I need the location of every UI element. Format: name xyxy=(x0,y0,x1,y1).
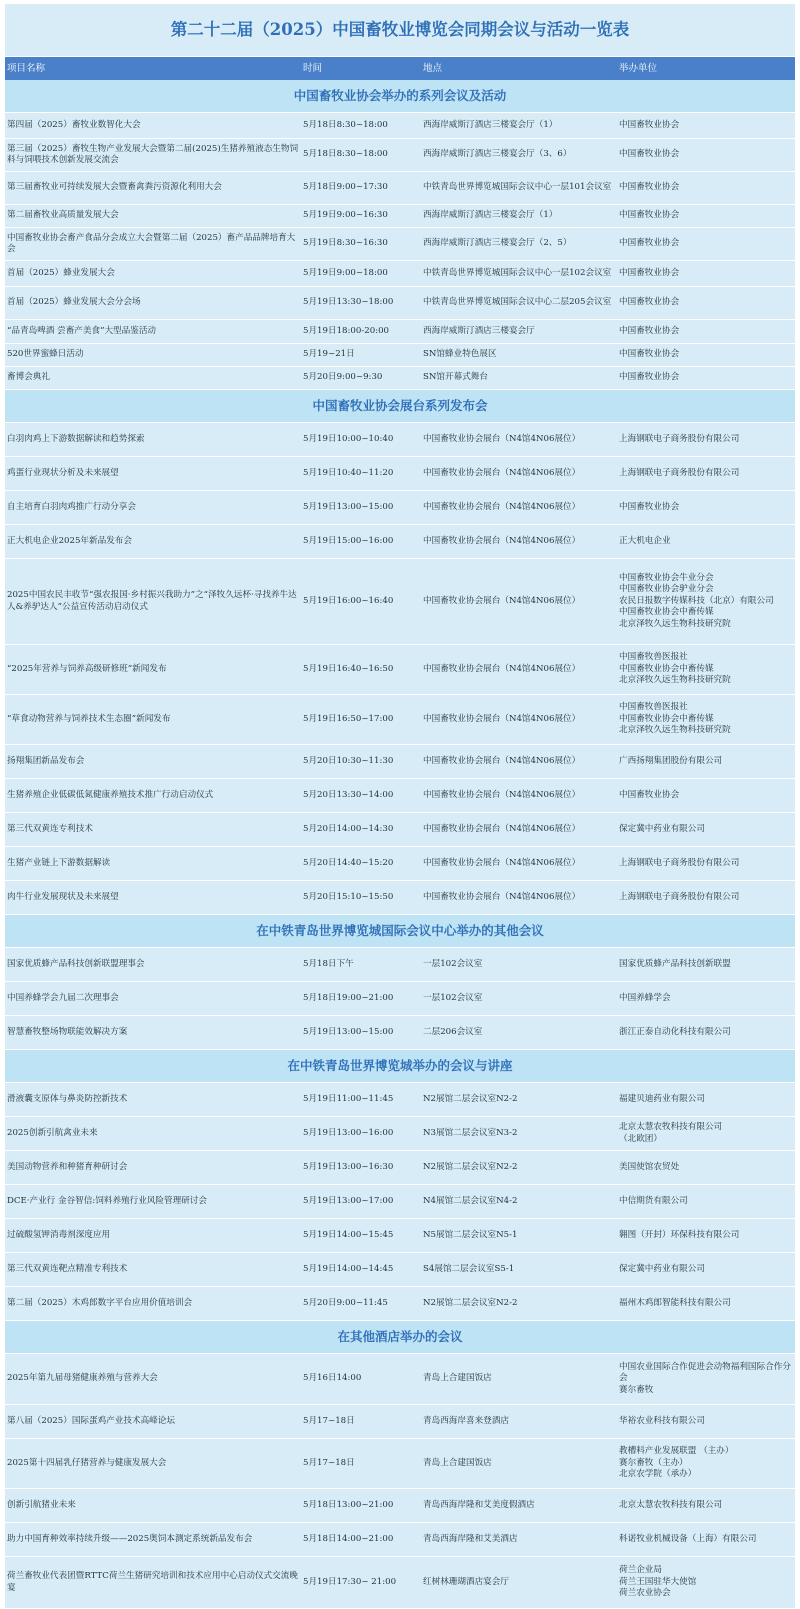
table-row xyxy=(5,139,795,172)
event-location: 中国畜牧业协会展台（N4馆4N06展位） xyxy=(423,789,581,800)
event-organizer: 上海钢联电子商务股份有限公司 xyxy=(619,857,740,868)
event-organizer: 国家优质蜂产品科技创新联盟 xyxy=(619,958,731,969)
event-time: 5月19日14:00~15:45 xyxy=(303,1229,394,1240)
event-organizer: 荷兰企业局 荷兰王国驻华大使馆 荷兰农业协会 xyxy=(619,1565,697,1599)
event-name: 滑液囊支原体与鼻炎防控新技术 xyxy=(7,1093,128,1104)
event-time: 5月19日13:00~15:00 xyxy=(303,1026,394,1037)
event-location: 中国畜牧业协会展台（N4馆4N06展位） xyxy=(423,433,581,444)
event-time: 5月19日10:00~10:40 xyxy=(303,433,394,444)
event-time: 5月18日19:00~21:00 xyxy=(303,992,394,1003)
event-name: DCE·产业行 金谷智信:饲料养殖行业风险管理研讨会 xyxy=(7,1195,207,1206)
event-organizer: 浙江正泰自动化科技有限公司 xyxy=(619,1026,731,1037)
table-row xyxy=(5,1253,795,1287)
table-row xyxy=(5,491,795,525)
event-organizer: 上海钢联电子商务股份有限公司 xyxy=(619,433,740,444)
event-name: 肉牛行业发展现状及未来展望 xyxy=(7,891,119,902)
event-organizer: 科诺牧业机械设备（上海）有限公司 xyxy=(619,1533,757,1544)
event-organizer: 中国养蜂学会 xyxy=(619,992,671,1003)
table-row xyxy=(5,228,795,261)
event-time: 5月18日13:00~21:00 xyxy=(303,1499,394,1510)
table-body xyxy=(5,80,795,1609)
event-time: 5月19日10:40~11:20 xyxy=(303,467,394,478)
event-name: 中国畜牧业协会畜产食品分会成立大会暨第二届（2025）畜产品品牌培育大会 xyxy=(7,232,296,254)
event-name: 国家优质蜂产品科技创新联盟理事会 xyxy=(7,958,145,969)
event-organizer: 华裕农业科技有限公司 xyxy=(619,1415,705,1426)
event-time: 5月19日8:30~16:30 xyxy=(303,238,388,249)
event-time: 5月19日18:00-20:00 xyxy=(303,325,390,336)
table-row xyxy=(5,1557,795,1609)
event-time: 5月19~21日 xyxy=(303,349,355,360)
table-row xyxy=(5,881,795,915)
event-name: 2025中国农民丰收节“强农报国·乡村振兴我助力”之“泽牧久远杯·寻找养牛达人&养驴达人”公益宣传活动启动仪式 xyxy=(7,590,297,612)
table-header-row xyxy=(5,57,795,80)
event-location: 中国畜牧业协会展台（N4馆4N06展位） xyxy=(423,467,581,478)
event-location: 中铁青岛世界博览城国际会议中心一层102会议室 xyxy=(423,267,612,278)
event-location: N2展馆二层会议室N2-2 xyxy=(423,1297,518,1308)
event-location: 青岛西海岸隆和艾美酒店 xyxy=(423,1533,518,1544)
event-organizer: 教槽料产业发展联盟 （主办） 赛尔畜牧（主办） 北京农学院（承办） xyxy=(619,1446,734,1480)
event-location: 中国畜牧业协会展台（N4馆4N06展位） xyxy=(423,501,581,512)
event-time: 5月19日13:00~16:00 xyxy=(303,1127,394,1138)
table-row xyxy=(5,1219,795,1253)
event-organizer: 正大机电企业 xyxy=(619,535,671,546)
event-name: 扬翔集团新品发布会 xyxy=(7,755,85,766)
table-row xyxy=(5,948,795,982)
event-organizer: 中国畜牧业协会 xyxy=(619,267,680,278)
section-heading: 在中铁青岛世界博览城国际会议中心举办的其他会议 xyxy=(5,915,795,948)
event-location: N3展馆二层会议室N3-2 xyxy=(423,1127,518,1138)
event-name: 第八届（2025）国际蛋鸡产业技术高峰论坛 xyxy=(7,1415,175,1426)
event-location: 青岛西海岸喜来登酒店 xyxy=(423,1415,509,1426)
table-row xyxy=(5,320,795,344)
event-location: 西海岸威斯汀酒店三楼宴会厅（1） xyxy=(423,210,558,221)
event-location: 中国畜牧业协会展台（N4馆4N06展位） xyxy=(423,755,581,766)
event-time: 5月20日13:30~14:00 xyxy=(303,789,394,800)
table-row xyxy=(5,113,795,139)
event-time: 5月19日16:40~16:50 xyxy=(303,663,394,674)
event-location: N2展馆二层会议室N2-2 xyxy=(423,1093,518,1104)
event-name: 创新引航猪业未来 xyxy=(7,1499,76,1510)
table-row xyxy=(5,261,795,287)
event-organizer: 北京太慧农牧科技有限公司 xyxy=(619,1499,723,1510)
event-name: 第三届畜牧业可持续发展大会暨畜禽粪污资源化利用大会 xyxy=(7,182,222,193)
event-location: S4展馆二层会议室S5-1 xyxy=(423,1263,515,1274)
event-time: 5月19日13:00~16:30 xyxy=(303,1161,394,1172)
event-name: 第二届畜牧业高质量发展大会 xyxy=(7,210,119,221)
event-organizer: 中国畜牧业协会 xyxy=(619,349,680,360)
event-name: 2025第十四届乳仔猪营养与健康发展大会 xyxy=(7,1457,167,1468)
table-row xyxy=(5,205,795,228)
event-time: 5月17~18日 xyxy=(303,1457,355,1468)
event-name: 生猪养殖企业低碳低氮健康养殖技术推广行动启动仪式 xyxy=(7,789,214,800)
event-location: 中国畜牧业协会展台（N4馆4N06展位） xyxy=(423,595,581,606)
event-name: “品青岛啤酒 尝畜产美食”大型品鉴活动 xyxy=(7,325,157,336)
event-location: N4展馆二层会议室N4-2 xyxy=(423,1195,518,1206)
event-time: 5月20日10:30~11:30 xyxy=(303,755,394,766)
event-location: 青岛西海岸隆和艾美度假酒店 xyxy=(423,1499,535,1510)
event-organizer: 中信期货有限公司 xyxy=(619,1195,688,1206)
section-heading: 中国畜牧业协会展台系列发布会 xyxy=(5,390,795,423)
table-row xyxy=(5,695,795,745)
event-organizer: 中国畜牧兽医报社 中国畜牧业协会中畜传媒 北京泽牧久远生物科技研究院 xyxy=(619,652,731,686)
event-location: SN馆蜂业特色展区 xyxy=(423,349,497,360)
table-row xyxy=(5,982,795,1016)
event-organizer: 上海钢联电子商务股份有限公司 xyxy=(619,891,740,902)
event-time: 5月20日9:00~9:30 xyxy=(303,372,383,383)
table-row xyxy=(5,1185,795,1219)
event-name: “草食动物营养与饲养技术生态圈”新闻发布 xyxy=(7,713,171,724)
event-location: 中铁青岛世界博览城国际会议中心一层101会议室 xyxy=(423,182,612,193)
event-organizer: 福建贝迪药业有限公司 xyxy=(619,1093,705,1104)
event-name: 首届（2025）蜂业发展大会 xyxy=(7,267,115,278)
event-time: 5月19日13:00~15:00 xyxy=(303,501,394,512)
event-name: 自主培育白羽肉鸡推广行动分享会 xyxy=(7,501,136,512)
table-row xyxy=(5,1016,795,1050)
event-time: 5月19日15:00~16:00 xyxy=(303,535,394,546)
event-name: 生猪产业链上下游数据解读 xyxy=(7,857,111,868)
event-time: 5月20日9:00~11:45 xyxy=(303,1297,388,1308)
event-name: 白羽肉鸡上下游数据解读和趋势探索 xyxy=(7,433,145,444)
event-name: 第三代双黄连靶点精准专利技术 xyxy=(7,1263,128,1274)
event-name: 2025年第九届母猪健康养殖与营养大会 xyxy=(7,1373,158,1384)
table-row xyxy=(5,1439,795,1489)
event-name: 正大机电企业2025年新品发布会 xyxy=(7,535,132,546)
table-row xyxy=(5,457,795,491)
table-row xyxy=(5,1523,795,1557)
event-time: 5月18日下午 xyxy=(303,958,354,969)
event-organizer: 北京太慧农牧科技有限公司 （北欧团） xyxy=(619,1122,723,1144)
event-time: 5月20日14:40~15:20 xyxy=(303,857,394,868)
event-name: 2025创新引航禽业未来 xyxy=(7,1127,98,1138)
event-organizer: 中国畜牧业协会 xyxy=(619,119,680,130)
event-time: 5月19日17:30~ 21:00 xyxy=(303,1576,397,1587)
event-time: 5月20日14:00~14:30 xyxy=(303,823,394,834)
event-location: 青岛上合建国饭店 xyxy=(423,1457,492,1468)
header-location: 地点 xyxy=(423,63,443,74)
event-name: 助力中国育种效率持续升级——2025奥饲本测定系统新品发布会 xyxy=(7,1533,253,1544)
event-organizer: 中国畜牧业协会 xyxy=(619,297,680,308)
table-row xyxy=(5,423,795,457)
table-row xyxy=(5,645,795,695)
event-time: 5月19日16:50~17:00 xyxy=(303,713,394,724)
event-time: 5月18日8:30~18:00 xyxy=(303,119,388,130)
header-time: 时间 xyxy=(303,63,323,74)
event-time: 5月20日15:10~15:50 xyxy=(303,891,394,902)
event-organizer: 中国畜牧业协会 xyxy=(619,789,680,800)
event-name: 第三届（2025）畜牧生物产业发展大会暨第二届(2025)生猪养殖液态生物饲料与饲喂技术创新发展交流会 xyxy=(7,143,299,165)
event-organizer: 保定冀中药业有限公司 xyxy=(619,823,705,834)
section-heading: 在中铁青岛世界博览城举办的会议与讲座 xyxy=(5,1050,795,1083)
table-row xyxy=(5,1354,795,1405)
table-row xyxy=(5,1405,795,1439)
event-location: 中国畜牧业协会展台（N4馆4N06展位） xyxy=(423,823,581,834)
event-organizer: 中国畜牧业协会 xyxy=(619,149,680,160)
event-organizer: 翱图（开封）环保科技有限公司 xyxy=(619,1229,740,1240)
schedule-table xyxy=(5,4,795,1609)
event-time: 5月17~18日 xyxy=(303,1415,355,1426)
event-name: 鸡蛋行业现状分析及未来展望 xyxy=(7,467,119,478)
page-title: 第二十二届（2025）中国畜牧业博览会同期会议与活动一览表 xyxy=(5,4,795,57)
event-location: 中国畜牧业协会展台（N4馆4N06展位） xyxy=(423,663,581,674)
table-row xyxy=(5,847,795,881)
table-row xyxy=(5,1117,795,1151)
table-row xyxy=(5,344,795,367)
event-organizer: 中国畜牧业协会牛业分会 中国畜牧业协会驴业分会 农民日报数字传媒科技（北京）有限公司 中国畜牧业协会中畜传媒 北京泽牧久远生物科技研究院 xyxy=(619,572,774,629)
header-organizer: 举办单位 xyxy=(619,63,658,74)
event-name: 520世界蜜蜂日活动 xyxy=(7,349,84,360)
table-row xyxy=(5,745,795,779)
table-row xyxy=(5,525,795,559)
event-name: 第三代双黄连专利技术 xyxy=(7,823,93,834)
event-location: 西海岸威斯汀酒店三楼宴会厅（2、5） xyxy=(423,238,572,249)
event-time: 5月18日14:00~21:00 xyxy=(303,1533,394,1544)
event-time: 5月19日11:00~11:45 xyxy=(303,1093,394,1104)
event-location: SN馆开幕式舞台 xyxy=(423,372,488,383)
event-location: 一层102会议室 xyxy=(423,958,483,969)
table-row xyxy=(5,1287,795,1321)
event-organizer: 保定冀中药业有限公司 xyxy=(619,1263,705,1274)
event-location: 二层206会议室 xyxy=(423,1026,483,1037)
event-name: 畜博会典礼 xyxy=(7,372,50,383)
event-organizer: 上海钢联电子商务股份有限公司 xyxy=(619,467,740,478)
event-location: 中铁青岛世界博览城国际会议中心二层205会议室 xyxy=(423,297,612,308)
event-organizer: 中国畜牧业协会 xyxy=(619,182,680,193)
event-organizer: 广西扬翔集团股份有限公司 xyxy=(619,755,723,766)
event-organizer: 中国畜牧兽医报社 中国畜牧业协会中畜传媒 北京泽牧久远生物科技研究院 xyxy=(619,702,731,736)
event-time: 5月19日14:00~14:45 xyxy=(303,1263,394,1274)
section-heading: 中国畜牧业协会举办的系列会议及活动 xyxy=(5,80,795,113)
event-name: 荷兰畜牧业代表团暨RTTC荷兰生猪研究培训和技术应用中心启动仪式交流晚宴 xyxy=(7,1571,298,1593)
event-name: 第二届（2025）木鸡郎数字平台应用价值培训会 xyxy=(7,1297,193,1308)
event-location: 一层102会议室 xyxy=(423,992,483,1003)
event-time: 5月19日16:00~16:40 xyxy=(303,595,394,606)
event-location: 西海岸威斯汀酒店三楼宴会厅（3、6） xyxy=(423,149,572,160)
event-location: N5展馆二层会议室N5-1 xyxy=(423,1229,518,1240)
event-organizer: 中国畜牧业协会 xyxy=(619,325,680,336)
event-name: 第四届（2025）畜牧业数智化大会 xyxy=(7,119,141,130)
event-location: 中国畜牧业协会展台（N4馆4N06展位） xyxy=(423,713,581,724)
table-row xyxy=(5,287,795,320)
event-time: 5月19日9:00~18:00 xyxy=(303,267,388,278)
event-time: 5月19日13:00~17:00 xyxy=(303,1195,394,1206)
table-row xyxy=(5,1151,795,1185)
event-name: 智慧畜牧整场物联能效解决方案 xyxy=(7,1026,128,1037)
header-project-name: 项目名称 xyxy=(7,63,46,74)
table-row xyxy=(5,559,795,645)
event-organizer: 中国畜牧业协会 xyxy=(619,210,680,221)
table-row xyxy=(5,172,795,205)
event-location: 青岛上合建国饭店 xyxy=(423,1373,492,1384)
event-location: 中国畜牧业协会展台（N4馆4N06展位） xyxy=(423,891,581,902)
table-row xyxy=(5,1083,795,1117)
event-location: 西海岸威斯汀酒店三楼宴会厅 xyxy=(423,325,535,336)
event-time: 5月19日9:00~16:30 xyxy=(303,210,388,221)
table-row xyxy=(5,813,795,847)
table-row xyxy=(5,779,795,813)
event-name: 过硫酸氢钾消毒剂深度应用 xyxy=(7,1229,111,1240)
table-row xyxy=(5,1489,795,1523)
event-location: 西海岸威斯汀酒店三楼宴会厅（1） xyxy=(423,119,558,130)
event-time: 5月19日13:30~18:00 xyxy=(303,297,394,308)
event-location: N2展馆二层会议室N2-2 xyxy=(423,1161,518,1172)
event-time: 5月18日9:00~17:30 xyxy=(303,182,388,193)
event-name: 中国养蜂学会九届二次理事会 xyxy=(7,992,119,1003)
event-organizer: 中国农业国际合作促进会动物福利国际合作分会 赛尔畜牧 xyxy=(619,1361,791,1395)
event-organizer: 中国畜牧业协会 xyxy=(619,372,680,383)
event-organizer: 中国畜牧业协会 xyxy=(619,501,680,512)
section-heading: 在其他酒店举办的会议 xyxy=(5,1321,795,1354)
event-organizer: 福州木鸡郎智能科技有限公司 xyxy=(619,1297,731,1308)
event-location: 红树林珊瑚酒店宴会厅 xyxy=(423,1576,509,1587)
event-time: 5月16日14:00 xyxy=(303,1373,362,1384)
event-location: 中国畜牧业协会展台（N4馆4N06展位） xyxy=(423,857,581,868)
event-name: 首届（2025）蜂业发展大会分会场 xyxy=(7,297,141,308)
event-time: 5月18日8:30~18:00 xyxy=(303,149,388,160)
event-location: 中国畜牧业协会展台（N4馆4N06展位） xyxy=(423,535,581,546)
table-row xyxy=(5,367,795,390)
event-organizer: 美国使馆农贸处 xyxy=(619,1161,680,1172)
event-organizer: 中国畜牧业协会 xyxy=(619,238,680,249)
event-name: 美国动物营养和种猪育种研讨会 xyxy=(7,1161,128,1172)
event-name: “2025年营养与饲养高级研修班”新闻发布 xyxy=(7,663,167,674)
